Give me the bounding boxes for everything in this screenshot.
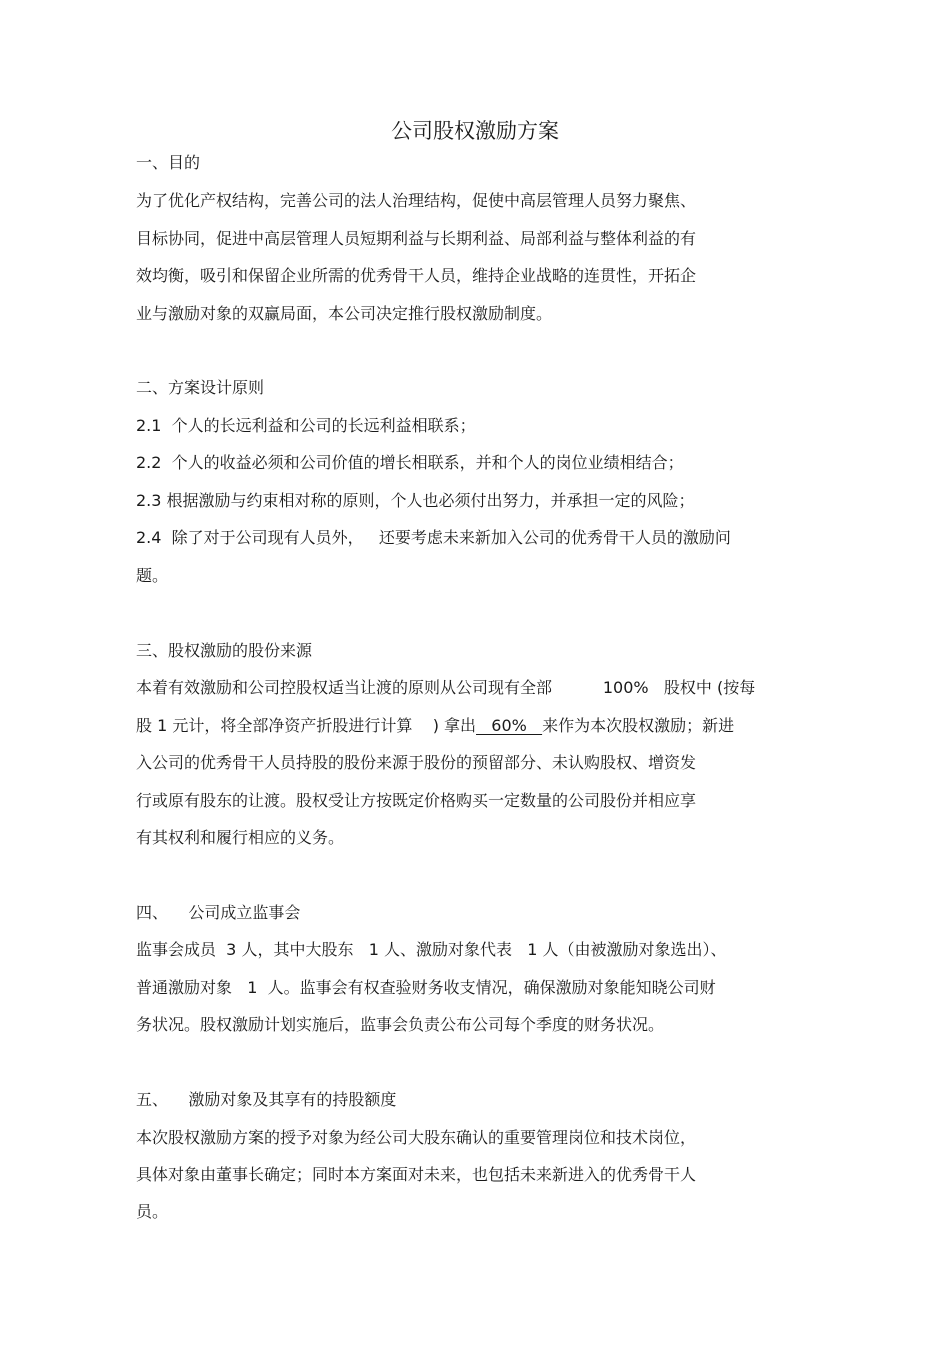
section-2-heading: 二、方案设计原则	[136, 378, 265, 397]
section-4-paragraph-line: 监事会成员 3 人，其中大股东 1 人、激励对象代表 1 人（由被激励对象选出）、	[136, 940, 727, 959]
section-1-paragraph-line: 效均衡，吸引和保留企业所需的优秀骨干人员，维持企业战略的连贯性，开拓企	[136, 266, 697, 285]
section-2-item: 2.3 根据激励与约束相对称的原则，个人也必须付出努力，并承担一定的风险；	[136, 491, 695, 510]
section-5-paragraph-line: 具体对象由董事长确定；同时本方案面对未来，也包括未来新进入的优秀骨干人	[136, 1165, 697, 1184]
section-3-text: 股 1 元计，将全部净资产折股进行计算 ) 拿出	[136, 716, 477, 735]
section-2-item: 2.1 个人的长远利益和公司的长远利益相联系；	[136, 416, 476, 435]
document-title: 公司股权激励方案	[391, 119, 559, 143]
section-5-paragraph-line: 本次股权激励方案的授予对象为经公司大股东确认的重要管理岗位和技术岗位，	[136, 1128, 697, 1147]
section-5-paragraph-line: 员。	[136, 1202, 169, 1221]
section-4-heading: 四、 公司成立监事会	[136, 903, 301, 922]
section-2-item: 2.2 个人的收益必须和公司价值的增长相联系，并和个人的岗位业绩相结合；	[136, 453, 684, 472]
section-1-paragraph-line: 业与激励对象的双赢局面，本公司决定推行股权激励制度。	[136, 304, 553, 323]
section-1-heading: 一、目的	[136, 153, 201, 172]
section-3-text: 来作为本次股权激励；新进	[542, 716, 735, 735]
section-5-heading: 五、 激励对象及其享有的持股额度	[136, 1090, 397, 1109]
section-3-heading: 三、股权激励的股份来源	[136, 641, 313, 660]
section-3-paragraph-line	[136, 715, 734, 737]
section-4-paragraph-line: 务状况。股权激励计划实施后，监事会负责公布公司每个季度的财务状况。	[136, 1015, 665, 1034]
section-3-paragraph-line: 行或原有股东的让渡。股权受让方按既定价格购买一定数量的公司股份并相应享	[136, 791, 697, 810]
section-2-item-continuation: 题。	[136, 566, 169, 585]
underlined-percentage: 60%	[476, 716, 543, 735]
section-1-paragraph-line: 为了优化产权结构，完善公司的法人治理结构，促使中高层管理人员努力聚焦、	[136, 191, 697, 210]
section-3-paragraph-line: 本着有效激励和公司控股权适当让渡的原则从公司现有全部 100% 股权中 (按每	[136, 678, 756, 697]
section-3-paragraph-line: 有其权利和履行相应的义务。	[136, 828, 345, 847]
section-2-item: 2.4 除了对于公司现有人员外， 还要考虑未来新加入公司的优秀骨干人员的激励问	[136, 528, 731, 547]
section-3-paragraph-line: 入公司的优秀骨干人员持股的股份来源于股份的预留部分、未认购股权、增资发	[136, 753, 697, 772]
section-4-paragraph-line: 普通激励对象 1 人。监事会有权查验财务收支情况，确保激励对象能知晓公司财	[136, 978, 716, 997]
section-1-paragraph-line: 目标协同，促进中高层管理人员短期利益与长期利益、局部利益与整体利益的有	[136, 229, 697, 248]
